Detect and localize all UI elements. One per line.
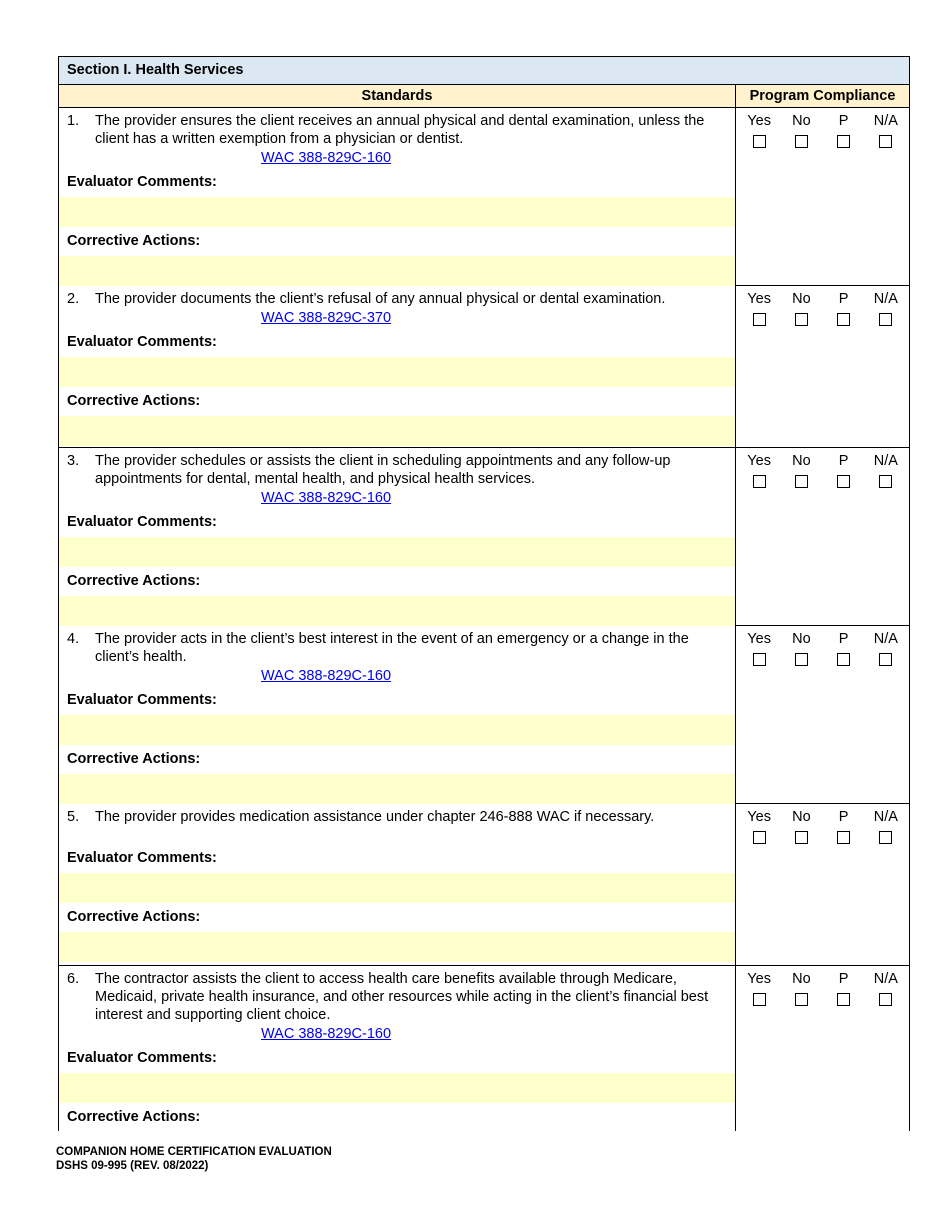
evaluator-comments-label: Evaluator Comments: bbox=[67, 174, 217, 190]
compliance-option bbox=[824, 970, 864, 1006]
wac-link[interactable]: WAC 388-829C-370 bbox=[261, 310, 392, 326]
compliance-option bbox=[781, 630, 821, 666]
standard-content bbox=[59, 448, 736, 625]
compliance-option bbox=[739, 808, 779, 844]
compliance-option bbox=[739, 630, 779, 666]
compliance-option-label: N/A bbox=[873, 809, 898, 825]
corrective-actions-label: Corrective Actions: bbox=[67, 233, 201, 249]
compliance-checkbox[interactable] bbox=[753, 135, 766, 148]
compliance-options bbox=[736, 804, 909, 965]
compliance-checkbox[interactable] bbox=[753, 993, 766, 1006]
compliance-option bbox=[866, 808, 906, 844]
compliance-option-label: Yes bbox=[747, 113, 771, 129]
compliance-option-group bbox=[736, 626, 909, 666]
corrective-actions-field[interactable] bbox=[59, 773, 735, 804]
compliance-option-label: No bbox=[792, 291, 811, 307]
compliance-option-label: N/A bbox=[873, 291, 898, 307]
wac-link[interactable]: WAC 388-829C-160 bbox=[261, 668, 392, 684]
compliance-options bbox=[736, 626, 909, 803]
evaluator-comments-label: Evaluator Comments: bbox=[67, 692, 217, 708]
compliance-option-label: P bbox=[838, 113, 849, 129]
corrective-actions-label: Corrective Actions: bbox=[67, 393, 201, 409]
compliance-option-label: Yes bbox=[747, 809, 771, 825]
compliance-option-label: P bbox=[838, 631, 849, 647]
standard-text-row bbox=[59, 804, 735, 826]
compliance-checkbox[interactable] bbox=[795, 993, 808, 1006]
standards-header: Standards bbox=[59, 85, 736, 107]
standard-number: 3. bbox=[67, 453, 80, 469]
standard-content bbox=[59, 966, 736, 1131]
compliance-option-label: No bbox=[792, 113, 811, 129]
compliance-option-label: Yes bbox=[747, 971, 771, 987]
corrective-actions-field[interactable] bbox=[59, 595, 735, 626]
wac-link[interactable]: WAC 388-829C-160 bbox=[261, 150, 392, 166]
compliance-checkbox[interactable] bbox=[879, 653, 892, 666]
standard-number: 4. bbox=[67, 631, 80, 647]
compliance-option bbox=[781, 452, 821, 488]
standard-number: 5. bbox=[67, 809, 80, 825]
compliance-checkbox[interactable] bbox=[753, 831, 766, 844]
evaluator-comments-field[interactable] bbox=[59, 1072, 735, 1103]
compliance-checkbox[interactable] bbox=[795, 135, 808, 148]
compliance-options bbox=[736, 108, 909, 285]
corrective-actions-field[interactable] bbox=[59, 415, 735, 446]
evaluator-comments-field[interactable] bbox=[59, 714, 735, 745]
standard-number: 1. bbox=[67, 113, 80, 129]
corrective-actions-label: Corrective Actions: bbox=[67, 751, 201, 767]
compliance-checkbox[interactable] bbox=[795, 831, 808, 844]
compliance-option-label: Yes bbox=[747, 453, 771, 469]
compliance-checkbox[interactable] bbox=[753, 475, 766, 488]
evaluation-table bbox=[58, 56, 910, 1131]
compliance-option bbox=[824, 808, 864, 844]
compliance-checkbox[interactable] bbox=[795, 475, 808, 488]
standard-text: The provider provides medication assistance under chapter 246-888 WAC if necessary. bbox=[95, 809, 655, 825]
standard-text-row bbox=[59, 626, 735, 666]
compliance-option-label: N/A bbox=[873, 971, 898, 987]
evaluator-comments-field[interactable] bbox=[59, 356, 735, 387]
compliance-option-group bbox=[736, 448, 909, 488]
standard-text: The provider acts in the client’s best interest in the event of an emergency or a change in the client’s health. bbox=[95, 631, 689, 665]
evaluator-comments-label: Evaluator Comments: bbox=[67, 1050, 217, 1066]
standard-item bbox=[59, 804, 909, 966]
compliance-option-label: P bbox=[838, 809, 849, 825]
form-title: COMPANION HOME CERTIFICATION EVALUATION bbox=[56, 1146, 332, 1158]
standard-text: The provider schedules or assists the client in scheduling appointments and any follow-up appointments for dental, mental health, and physical health services. bbox=[95, 453, 671, 487]
compliance-option bbox=[781, 808, 821, 844]
compliance-option bbox=[781, 290, 821, 326]
wac-link[interactable] bbox=[261, 826, 735, 844]
compliance-option bbox=[781, 970, 821, 1006]
wac-link[interactable]: WAC 388-829C-160 bbox=[261, 1026, 392, 1042]
standard-text: The contractor assists the client to access health care benefits available through Medicare, Medicaid, private health insurance, and other resources while acting in the client’s financial best interest and supporting client choice. bbox=[95, 971, 709, 1023]
compliance-checkbox[interactable] bbox=[879, 475, 892, 488]
compliance-option-label: No bbox=[792, 809, 811, 825]
compliance-option bbox=[824, 452, 864, 488]
standard-text-row bbox=[59, 966, 735, 1024]
form-number: DSHS 09-995 (REV. 08/2022) bbox=[56, 1160, 209, 1172]
standard-number: 6. bbox=[67, 971, 80, 987]
compliance-option-label: P bbox=[838, 291, 849, 307]
standard-item bbox=[59, 286, 909, 448]
standards-list bbox=[59, 108, 909, 1131]
evaluator-comments-field[interactable] bbox=[59, 536, 735, 567]
compliance-checkbox[interactable] bbox=[795, 653, 808, 666]
compliance-checkbox[interactable] bbox=[837, 993, 850, 1006]
compliance-options bbox=[736, 966, 909, 1131]
compliance-option bbox=[824, 630, 864, 666]
compliance-option bbox=[824, 290, 864, 326]
standard-item bbox=[59, 626, 909, 804]
compliance-option-label: No bbox=[792, 971, 811, 987]
form-footer bbox=[56, 1145, 332, 1173]
standard-content bbox=[59, 626, 736, 803]
evaluator-comments-label: Evaluator Comments: bbox=[67, 514, 217, 530]
standard-text-row bbox=[59, 286, 735, 308]
corrective-actions-field[interactable] bbox=[59, 931, 735, 962]
compliance-option-group bbox=[736, 286, 909, 326]
standard-content bbox=[59, 804, 736, 965]
compliance-options bbox=[736, 286, 909, 447]
standard-item bbox=[59, 108, 909, 286]
standard-item bbox=[59, 966, 909, 1131]
evaluator-comments-label: Evaluator Comments: bbox=[67, 334, 217, 350]
compliance-checkbox[interactable] bbox=[879, 831, 892, 844]
standard-content bbox=[59, 108, 736, 285]
standard-text-row bbox=[59, 108, 735, 148]
compliance-option-label: N/A bbox=[873, 453, 898, 469]
compliance-option-label: No bbox=[792, 453, 811, 469]
corrective-actions-label: Corrective Actions: bbox=[67, 1109, 201, 1125]
wac-link[interactable]: WAC 388-829C-160 bbox=[261, 490, 392, 506]
standard-item bbox=[59, 448, 909, 626]
compliance-option-label: N/A bbox=[873, 631, 898, 647]
compliance-option-group bbox=[736, 804, 909, 844]
compliance-option bbox=[866, 452, 906, 488]
compliance-checkbox[interactable] bbox=[879, 313, 892, 326]
standard-number: 2. bbox=[67, 291, 80, 307]
compliance-checkbox[interactable] bbox=[837, 831, 850, 844]
compliance-option bbox=[866, 290, 906, 326]
standard-text-row bbox=[59, 448, 735, 488]
compliance-checkbox[interactable] bbox=[837, 653, 850, 666]
compliance-option bbox=[739, 290, 779, 326]
compliance-checkbox[interactable] bbox=[837, 475, 850, 488]
compliance-option-group bbox=[736, 108, 909, 148]
compliance-option-group bbox=[736, 966, 909, 1006]
compliance-checkbox[interactable] bbox=[879, 993, 892, 1006]
compliance-option bbox=[866, 112, 906, 148]
compliance-checkbox[interactable] bbox=[753, 313, 766, 326]
compliance-options bbox=[736, 448, 909, 625]
compliance-option bbox=[739, 970, 779, 1006]
corrective-actions-label: Corrective Actions: bbox=[67, 909, 201, 925]
compliance-option bbox=[866, 630, 906, 666]
compliance-option-label: No bbox=[792, 631, 811, 647]
standard-text: The provider ensures the client receives an annual physical and dental examination, unless the client has a written exemption from a physician or dentist. bbox=[95, 113, 705, 147]
corrective-actions-label: Corrective Actions: bbox=[67, 573, 201, 589]
compliance-option bbox=[739, 112, 779, 148]
section-title: Section I. Health Services bbox=[59, 57, 909, 85]
compliance-header: Program Compliance bbox=[749, 88, 896, 104]
evaluator-comments-field[interactable] bbox=[59, 196, 735, 227]
evaluator-comments-label: Evaluator Comments: bbox=[67, 850, 217, 866]
compliance-checkbox[interactable] bbox=[837, 313, 850, 326]
column-headers bbox=[59, 85, 909, 108]
compliance-checkbox[interactable] bbox=[879, 135, 892, 148]
compliance-option bbox=[824, 112, 864, 148]
standard-content bbox=[59, 286, 736, 447]
compliance-checkbox[interactable] bbox=[837, 135, 850, 148]
evaluator-comments-field[interactable] bbox=[59, 872, 735, 903]
compliance-option-label: N/A bbox=[873, 113, 898, 129]
compliance-option-label: Yes bbox=[747, 291, 771, 307]
compliance-option bbox=[781, 112, 821, 148]
compliance-checkbox[interactable] bbox=[753, 653, 766, 666]
corrective-actions-field[interactable] bbox=[59, 255, 735, 286]
compliance-option-label: Yes bbox=[747, 631, 771, 647]
compliance-option-label: P bbox=[838, 453, 849, 469]
compliance-option-label: P bbox=[838, 971, 849, 987]
standard-text: The provider documents the client’s refusal of any annual physical or dental examination. bbox=[95, 291, 666, 307]
compliance-option bbox=[866, 970, 906, 1006]
compliance-checkbox[interactable] bbox=[795, 313, 808, 326]
compliance-option bbox=[739, 452, 779, 488]
